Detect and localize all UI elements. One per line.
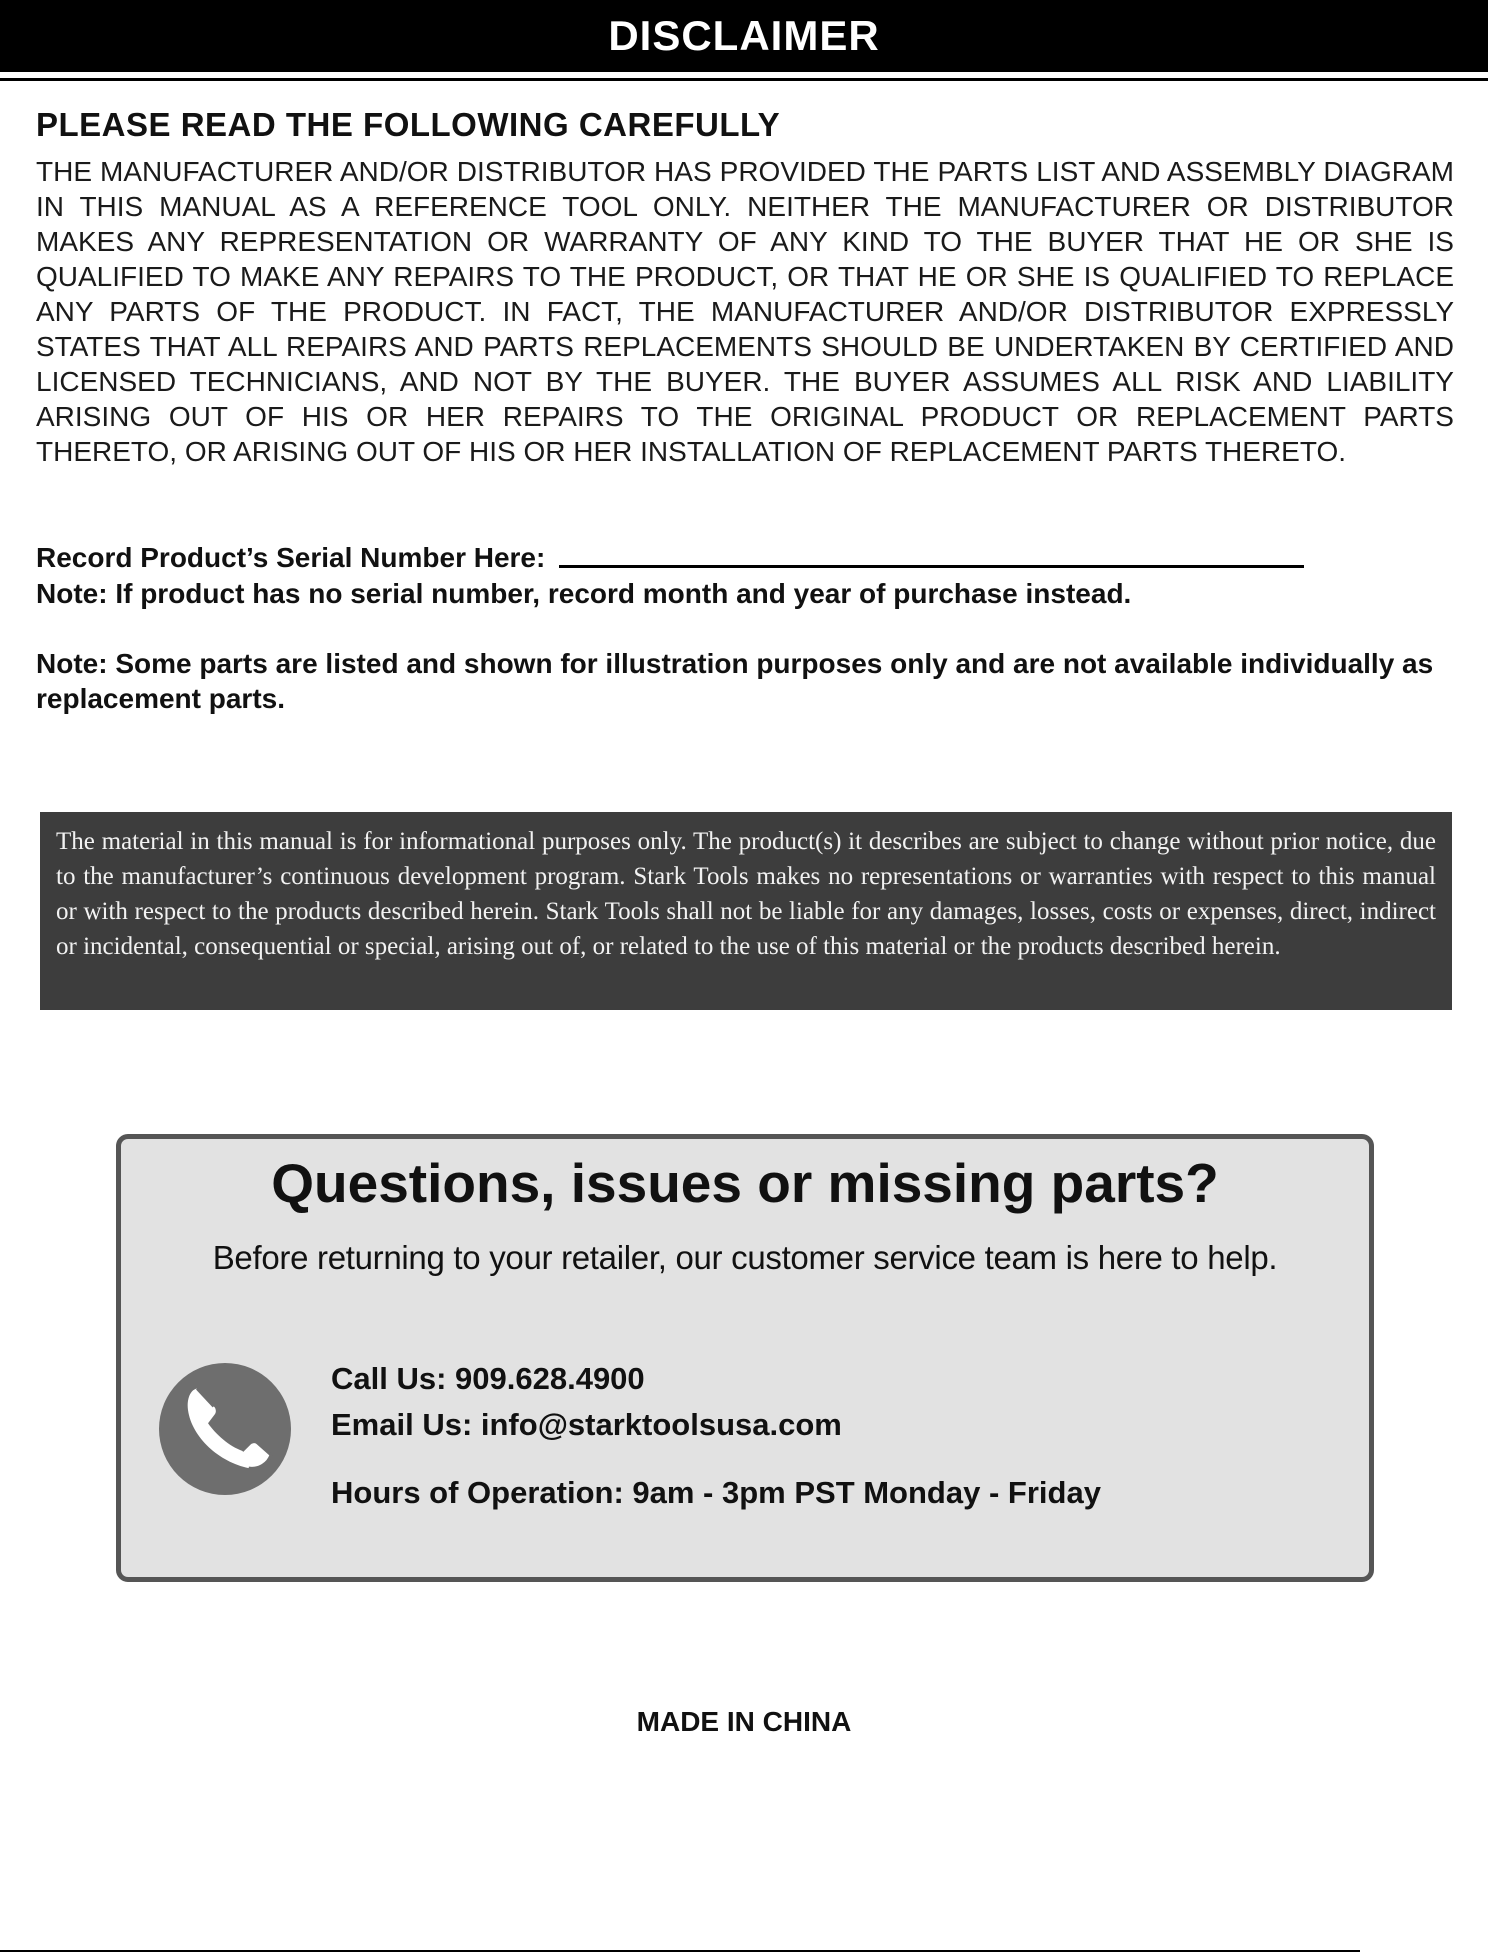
call-us-text: Call Us: 909.628.4900 xyxy=(331,1361,645,1396)
hours-text: Hours of Operation: 9am - 3pm PST Monday - Friday xyxy=(331,1475,1101,1510)
legal-notice-box xyxy=(40,812,1452,1010)
parts-note: Note: Some parts are listed and shown for illustration purposes only and are not available individually as replacement parts. xyxy=(36,648,1434,714)
disclaimer-body: THE MANUFACTURER AND/OR DISTRIBUTOR HAS PROVIDED THE PARTS LIST AND ASSEMBLY DIAGRAM IN THIS MANUAL AS A REFERENCE TOOL ONLY. NEITHER THE MANUFACTURER OR DISTRIBUTOR MAKES ANY REPRESENTATION OR WARRANTY OF ANY KIND TO THE BUYER THAT HE OR SHE IS QUALIFIED TO MAKE ANY REPAIRS TO THE PRODUCT, OR THAT HE OR SHE IS QUALIFIED TO REPLACE ANY PARTS OF THE PRODUCT. IN FACT, THE MANUFACTURER AND/OR DISTRIBUTOR EXPRESSLY STATES THAT ALL REPAIRS AND PARTS REPLACEMENTS SHOULD BE UNDERTAKEN BY CERTIFIED AND LICENSED TECHNICIANS, AND NOT BY THE BUYER. THE BUYER ASSUMES ALL RISK AND LIABILITY ARISING OUT OF HIS OR HER REPAIRS TO THE ORIGINAL PRODUCT OR REPLACEMENT PARTS THERETO, OR ARISING OUT OF HIS OR HER INSTALLATION OF REPLACEMENT PARTS THERETO. xyxy=(36,156,1454,467)
made-in-label: MADE IN CHINA xyxy=(636,1706,852,1737)
serial-number-row xyxy=(36,542,1456,574)
serial-number-blank xyxy=(559,565,1304,568)
contact-card xyxy=(116,1134,1374,1582)
header-divider xyxy=(0,78,1488,81)
page-title: DISCLAIMER xyxy=(608,12,880,59)
legal-notice-text: The material in this manual is for informational purposes only. The product(s) it describes are subject to change without prior notice, due to the manufacturer’s continuous development program. Stark Tools makes no representations or warranties with respect to this manual or with respect to the products described herein. Stark Tools shall not be liable for any damages, losses, costs or expenses, direct, indirect or incidental, consequential or special, arising out of, or related to the use of this material or the products described herein. xyxy=(56,828,1436,960)
page-header xyxy=(0,0,1488,72)
contact-subtitle: Before returning to your retailer, our customer service team is here to help. xyxy=(212,1239,1278,1276)
email-us-text: Email Us: info@starktoolsusa.com xyxy=(331,1407,842,1442)
serial-note: Note: If product has no serial number, record month and year of purchase instead. xyxy=(36,578,1132,609)
serial-number-label: Record Product’s Serial Number Here: xyxy=(36,542,546,573)
phone-icon xyxy=(157,1361,293,1497)
footer-divider xyxy=(0,1950,1360,1952)
disclaimer-heading: PLEASE READ THE FOLLOWING CAREFULLY xyxy=(36,106,781,143)
contact-title: Questions, issues or missing parts? xyxy=(271,1152,1219,1214)
